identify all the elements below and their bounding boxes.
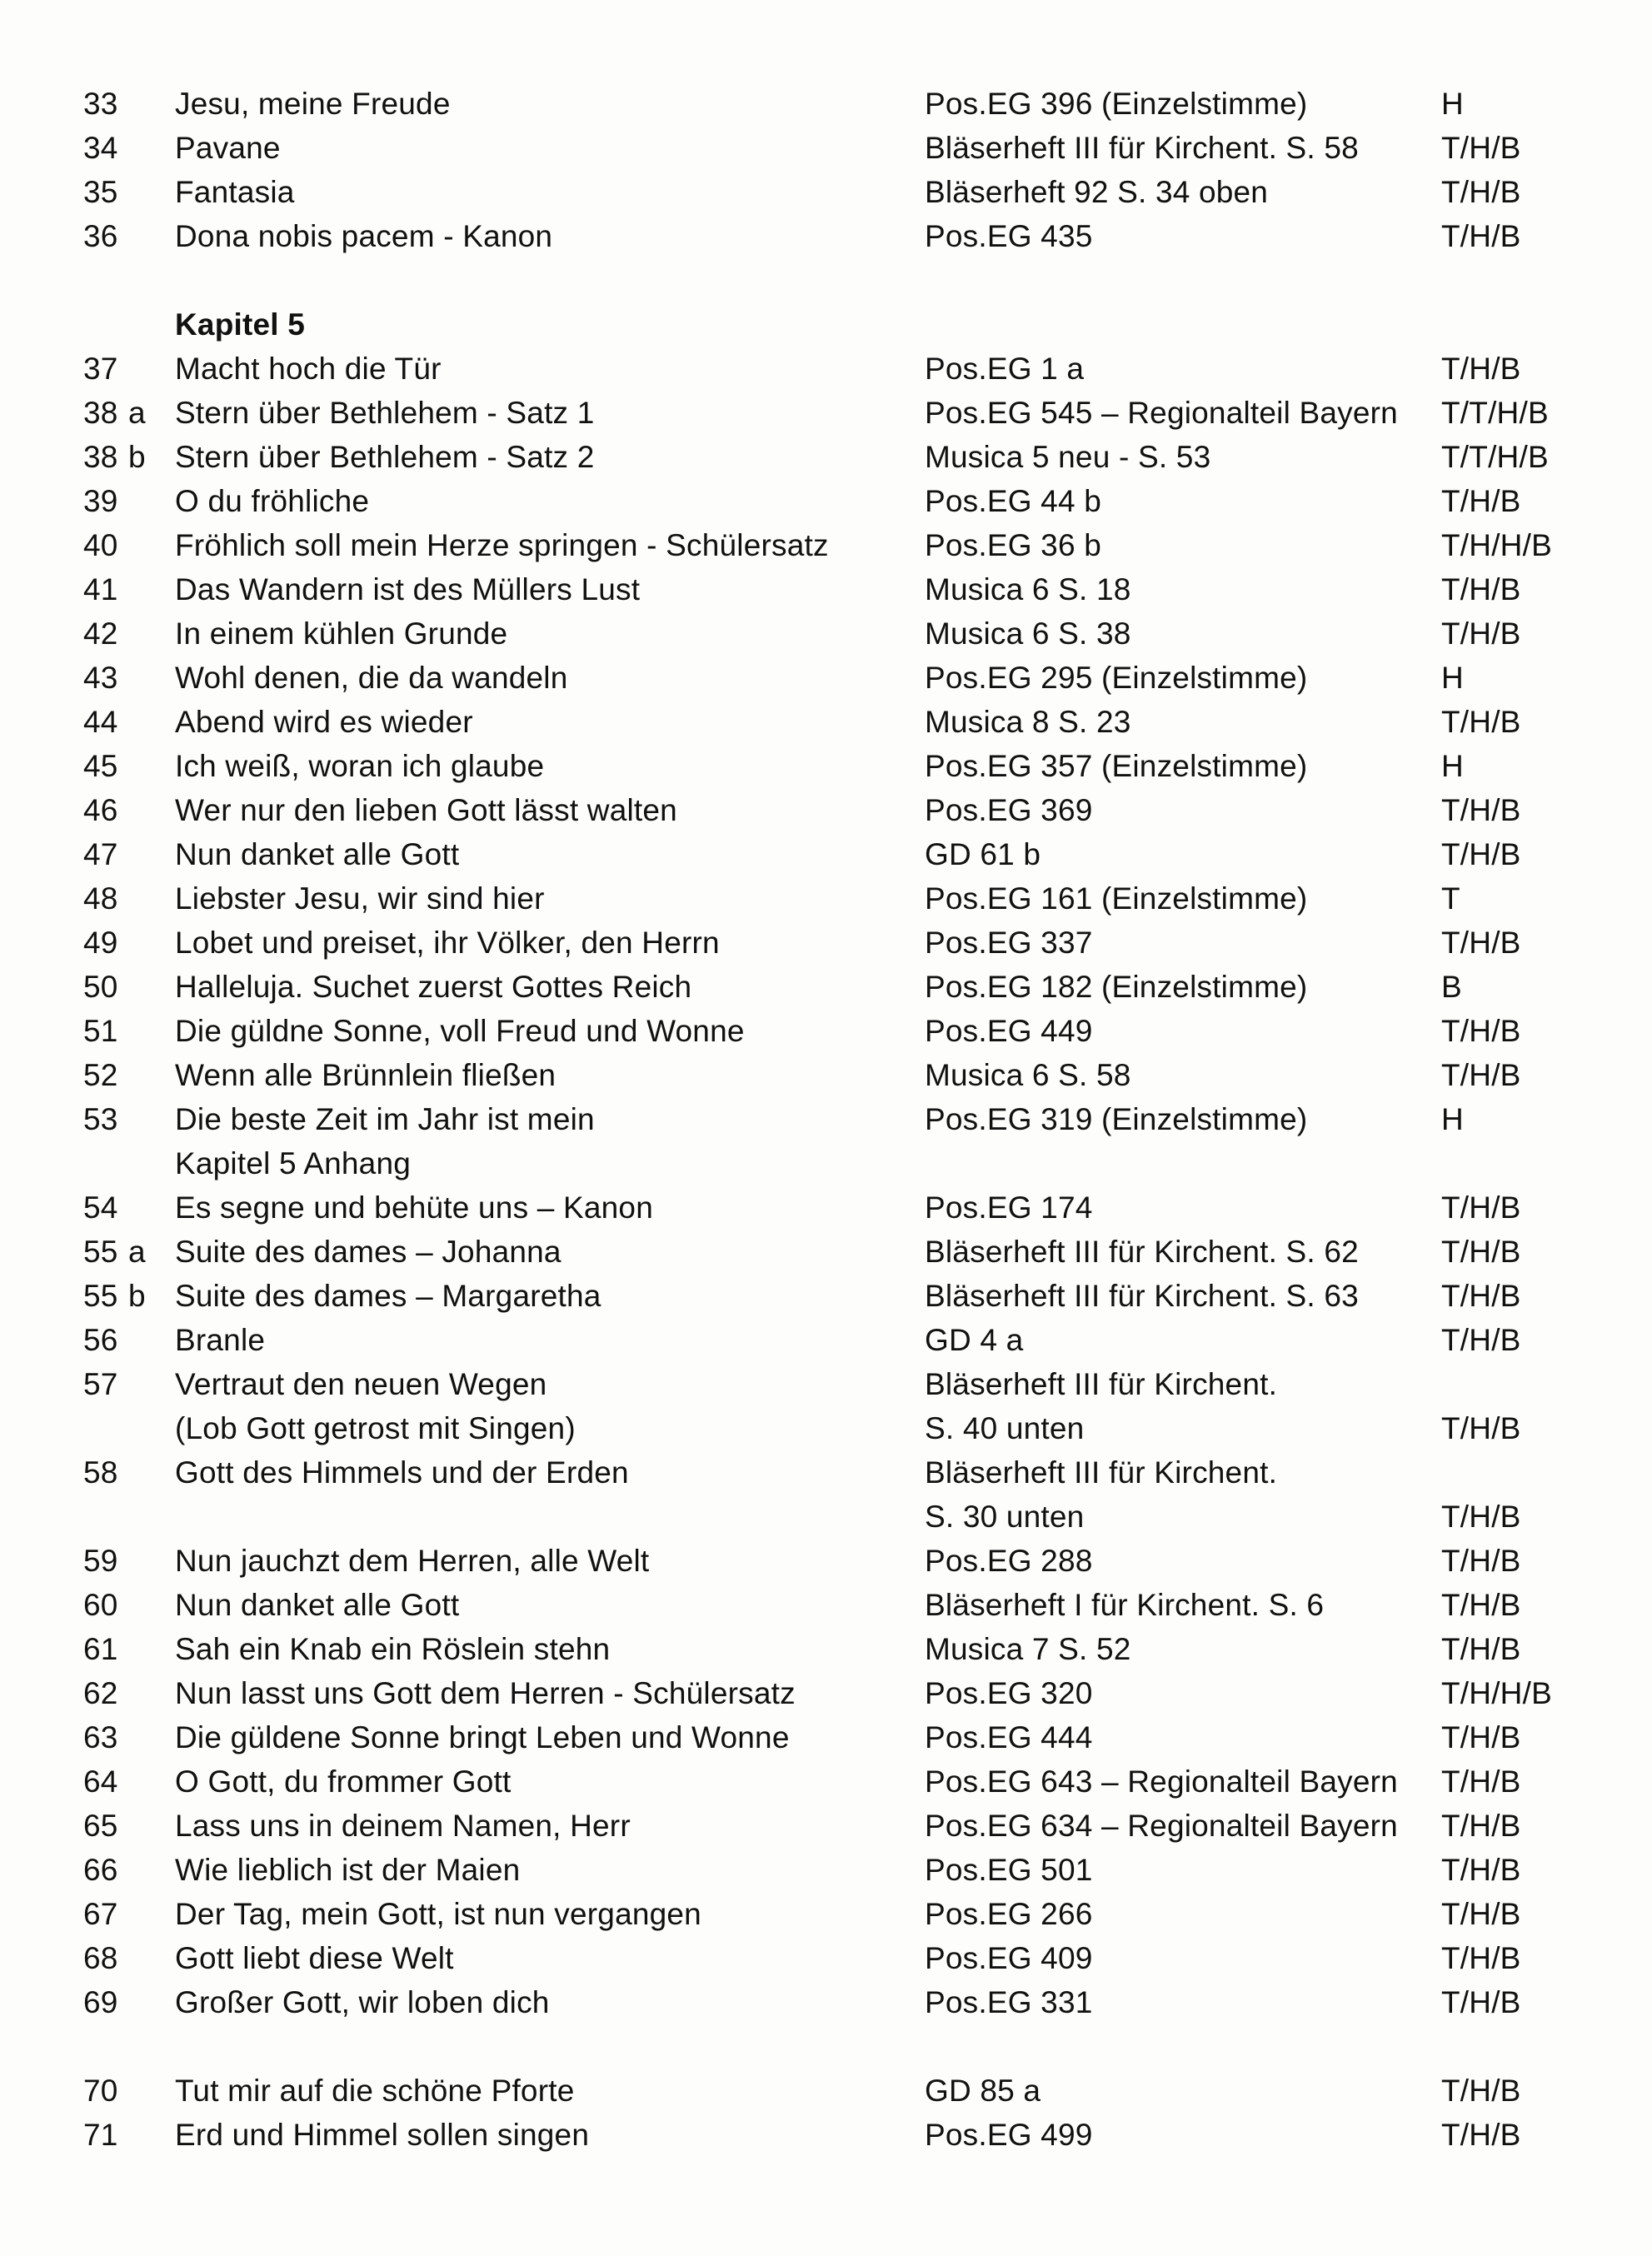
song-number-value: 51	[83, 1014, 118, 1048]
song-row	[83, 2069, 1583, 2113]
song-title: O Gott, du frommer Gott	[175, 1764, 512, 1799]
song-title: Die güldene Sonne bringt Leben und Wonne	[175, 1720, 790, 1754]
song-number-value: 44	[83, 705, 118, 739]
song-voicing: T/H/B	[1441, 219, 1521, 253]
song-voicing: T/H/B	[1441, 1853, 1521, 1887]
song-number-value: 59	[83, 1544, 118, 1578]
song-voicing: T/H/B	[1441, 572, 1521, 606]
song-number	[83, 1185, 175, 1230]
row-spacer	[83, 258, 1583, 302]
song-number	[83, 876, 175, 921]
song-number-value: 49	[83, 926, 118, 960]
song-source: Pos.EG 266	[925, 1897, 1093, 1931]
song-source: GD 61 b	[925, 837, 1041, 871]
song-row	[83, 921, 1583, 965]
song-number	[83, 82, 175, 126]
song-source: Pos.EG 1 a	[925, 352, 1085, 386]
song-number-value: 56	[83, 1323, 118, 1357]
song-source: GD 4 a	[925, 1323, 1024, 1357]
song-number-value: 50	[83, 970, 118, 1004]
song-source: Pos.EG 295 (Einzelstimme)	[925, 661, 1308, 695]
song-row	[83, 435, 1583, 479]
song-voicing: T/H/B	[1441, 2118, 1521, 2152]
song-row	[83, 1848, 1583, 1892]
song-number-value: 43	[83, 661, 118, 695]
song-row	[83, 788, 1583, 832]
song-number-value: 61	[83, 1632, 118, 1666]
song-voicing: T/H/B	[1441, 2074, 1521, 2108]
song-voicing: T/H/B	[1441, 1279, 1521, 1313]
song-source: Pos.EG 36 b	[925, 528, 1101, 562]
song-voicing: T/H/B	[1441, 1897, 1521, 1931]
song-source: Pos.EG 449	[925, 1014, 1093, 1048]
song-title: Macht hoch die Tür	[175, 352, 442, 386]
song-source: Pos.EG 435	[925, 219, 1093, 253]
song-row	[83, 126, 1583, 170]
song-title: Vertraut den neuen Wegen	[175, 1367, 547, 1401]
song-title: Stern über Bethlehem - Satz 1	[175, 396, 595, 430]
song-voicing: T/H/B	[1441, 1764, 1521, 1799]
song-source: Pos.EG 444	[925, 1720, 1093, 1754]
song-row	[83, 1406, 1583, 1450]
song-number-value: 70	[83, 2074, 118, 2108]
song-number-value: 62	[83, 1676, 118, 1710]
song-number	[83, 1274, 175, 1318]
song-voicing: H	[1441, 661, 1464, 695]
song-number-value: 38	[83, 440, 118, 474]
song-row	[83, 1495, 1583, 1539]
song-number-value: 58	[83, 1455, 118, 1490]
song-voicing: T/H/H/B	[1441, 528, 1552, 562]
song-number-value: 52	[83, 1058, 118, 1092]
song-title: Nun danket alle Gott	[175, 1588, 460, 1622]
song-row	[83, 1671, 1583, 1715]
song-source: Pos.EG 161 (Einzelstimme)	[925, 881, 1308, 916]
song-source: Musica 6 S. 38	[925, 616, 1131, 651]
song-row	[83, 391, 1583, 435]
song-voicing: T/T/H/B	[1441, 440, 1549, 474]
song-title: Nun jauchzt dem Herren, alle Welt	[175, 1544, 650, 1578]
song-title: Wenn alle Brünnlein fließen	[175, 1058, 556, 1092]
song-title: Die güldne Sonne, voll Freud und Wonne	[175, 1014, 745, 1048]
song-number	[83, 744, 175, 788]
song-number-value: 39	[83, 484, 118, 518]
song-title: Der Tag, mein Gott, ist nun vergangen	[175, 1897, 701, 1931]
song-list	[83, 82, 1583, 2157]
song-title: Stern über Bethlehem - Satz 2	[175, 440, 595, 474]
song-title: Gott liebt diese Welt	[175, 1941, 454, 1975]
song-number	[83, 2069, 175, 2113]
song-voicing: T/H/B	[1441, 1235, 1521, 1269]
song-source: Musica 6 S. 18	[925, 572, 1131, 606]
song-number-value: 67	[83, 1897, 118, 1931]
song-source: Pos.EG 357 (Einzelstimme)	[925, 749, 1308, 783]
song-number	[83, 1936, 175, 1980]
song-row	[83, 1980, 1583, 2024]
song-number	[83, 170, 175, 214]
song-row	[83, 347, 1583, 391]
song-row	[83, 170, 1583, 214]
song-title: Suite des dames – Johanna	[175, 1235, 561, 1269]
song-number	[83, 1980, 175, 2024]
song-source: Pos.EG 174	[925, 1190, 1093, 1225]
song-title: Wie lieblich ist der Maien	[175, 1853, 521, 1887]
song-voicing: T/H/B	[1441, 1190, 1521, 1225]
song-title: Branle	[175, 1323, 266, 1357]
song-source: Pos.EG 337	[925, 926, 1093, 960]
song-number	[83, 126, 175, 170]
song-source: Pos.EG 643 – Regionalteil Bayern	[925, 1764, 1398, 1799]
song-voicing: H	[1441, 749, 1464, 783]
song-title: Das Wandern ist des Müllers Lust	[175, 572, 641, 606]
song-voicing: T/H/B	[1441, 484, 1521, 518]
song-number-value: 34	[83, 131, 118, 165]
song-number	[83, 1097, 175, 1141]
song-title: Liebster Jesu, wir sind hier	[175, 881, 545, 916]
song-number	[83, 1671, 175, 1715]
song-number	[83, 1230, 175, 1274]
row-spacer	[83, 2024, 1583, 2069]
song-row	[83, 744, 1583, 788]
song-title: Abend wird es wieder	[175, 705, 473, 739]
song-source: Pos.EG 288	[925, 1544, 1093, 1578]
song-number	[83, 1495, 175, 1539]
song-voicing: H	[1441, 1102, 1464, 1136]
song-number	[83, 788, 175, 832]
song-source: Pos.EG 331	[925, 1985, 1093, 2019]
song-title: Die beste Zeit im Jahr ist mein	[175, 1102, 595, 1136]
song-number-value: 33	[83, 87, 118, 121]
song-row	[83, 1362, 1583, 1406]
song-number-value: 40	[83, 528, 118, 562]
song-voicing: T/T/H/B	[1441, 396, 1549, 430]
song-title: Sah ein Knab ein Röslein stehn	[175, 1632, 611, 1666]
song-number	[83, 832, 175, 876]
song-voicing: T/H/B	[1441, 1632, 1521, 1666]
song-source: Pos.EG 634 – Regionalteil Bayern	[925, 1809, 1398, 1843]
song-title: Nun danket alle Gott	[175, 837, 460, 871]
song-number-value: 64	[83, 1764, 118, 1799]
song-number	[83, 479, 175, 523]
song-source: Pos.EG 501	[925, 1853, 1093, 1887]
song-row	[83, 1185, 1583, 1230]
song-number-value: 63	[83, 1720, 118, 1754]
song-voicing: T/H/B	[1441, 131, 1521, 165]
song-number-value: 69	[83, 1985, 118, 2019]
song-number	[83, 1141, 175, 1185]
song-source: Pos.EG 182 (Einzelstimme)	[925, 970, 1308, 1004]
song-title: Kapitel 5 Anhang	[175, 1146, 411, 1180]
song-voicing: T	[1441, 881, 1460, 916]
song-title: Wer nur den lieben Gott lässt walten	[175, 793, 677, 827]
song-source: S. 40 unten	[925, 1411, 1085, 1445]
song-row	[83, 1804, 1583, 1848]
song-voicing: T/H/B	[1441, 1411, 1521, 1445]
song-number	[83, 2113, 175, 2157]
song-title: Erd und Himmel sollen singen	[175, 2118, 590, 2152]
song-number-value: 45	[83, 749, 118, 783]
song-number	[83, 1362, 175, 1406]
song-number	[83, 214, 175, 258]
song-title: Wohl denen, die da wandeln	[175, 661, 568, 695]
song-number	[83, 1450, 175, 1495]
song-voicing: B	[1441, 970, 1462, 1004]
song-voicing: T/H/B	[1441, 1720, 1521, 1754]
song-row	[83, 1892, 1583, 1936]
song-number-value: 47	[83, 837, 118, 871]
song-number-value: 60	[83, 1588, 118, 1622]
song-number	[83, 611, 175, 656]
song-number	[83, 921, 175, 965]
song-title: Lass uns in deinem Namen, Herr	[175, 1809, 631, 1843]
song-title: Jesu, meine Freude	[175, 87, 451, 121]
song-row	[83, 1230, 1583, 1274]
song-row	[83, 567, 1583, 611]
song-voicing: T/H/B	[1441, 1323, 1521, 1357]
song-number-value: 55	[83, 1235, 118, 1269]
song-source: Bläserheft III für Kirchent.	[925, 1455, 1278, 1490]
song-source: Musica 5 neu - S. 53	[925, 440, 1211, 474]
song-number-value: 68	[83, 1941, 118, 1975]
song-number	[83, 567, 175, 611]
song-voicing: T/H/B	[1441, 926, 1521, 960]
song-number-suffix: b	[128, 440, 146, 474]
song-row	[83, 1053, 1583, 1097]
song-row	[83, 1274, 1583, 1318]
song-row	[83, 1450, 1583, 1495]
song-row	[83, 965, 1583, 1009]
song-number-value: 48	[83, 881, 118, 916]
song-voicing: T/H/B	[1441, 1014, 1521, 1048]
song-number-value: 46	[83, 793, 118, 827]
song-title: Pavane	[175, 131, 281, 165]
song-source: Bläserheft I für Kirchent. S. 6	[925, 1588, 1325, 1622]
song-number	[83, 1539, 175, 1583]
song-row	[83, 611, 1583, 656]
song-row	[83, 1318, 1583, 1362]
song-source: GD 85 a	[925, 2074, 1041, 2108]
song-number-suffix: b	[128, 1279, 146, 1313]
song-source: Pos.EG 44 b	[925, 484, 1101, 518]
song-title: Dona nobis pacem - Kanon	[175, 219, 553, 253]
song-number-value: 66	[83, 1853, 118, 1887]
song-number	[83, 302, 175, 347]
song-voicing: T/H/B	[1441, 352, 1521, 386]
song-voicing: T/H/B	[1441, 1058, 1521, 1092]
song-title: O du fröhliche	[175, 484, 370, 518]
song-number	[83, 1759, 175, 1804]
song-number	[83, 965, 175, 1009]
song-title: Lobet und preiset, ihr Völker, den Herrn	[175, 926, 720, 960]
song-source: Musica 8 S. 23	[925, 705, 1131, 739]
song-row	[83, 82, 1583, 126]
song-title: In einem kühlen Grunde	[175, 616, 508, 651]
song-number	[83, 656, 175, 700]
song-title: Es segne und behüte uns – Kanon	[175, 1190, 653, 1225]
song-voicing: T/H/B	[1441, 1809, 1521, 1843]
song-row	[83, 1539, 1583, 1583]
song-number-value: 54	[83, 1190, 118, 1225]
song-row	[83, 1009, 1583, 1053]
song-number	[83, 1009, 175, 1053]
song-source: Bläserheft III für Kirchent. S. 62	[925, 1235, 1359, 1269]
song-number-value: 41	[83, 572, 118, 606]
song-number-suffix: a	[128, 396, 146, 430]
song-row	[83, 656, 1583, 700]
chapter-heading-row	[83, 302, 1583, 347]
song-number-value: 37	[83, 352, 118, 386]
song-voicing: T/H/B	[1441, 1500, 1521, 1534]
song-number	[83, 1627, 175, 1671]
song-voicing: T/H/B	[1441, 1588, 1521, 1622]
song-number-value: 53	[83, 1102, 118, 1136]
song-voicing: T/H/B	[1441, 793, 1521, 827]
song-source: Pos.EG 396 (Einzelstimme)	[925, 87, 1308, 121]
song-voicing: H	[1441, 87, 1464, 121]
song-row	[83, 1141, 1583, 1185]
song-source: Musica 7 S. 52	[925, 1632, 1131, 1666]
song-row	[83, 2113, 1583, 2157]
song-voicing: T/H/B	[1441, 1985, 1521, 2019]
song-source: Pos.EG 320	[925, 1676, 1093, 1710]
song-voicing: T/H/B	[1441, 705, 1521, 739]
song-number-value: 42	[83, 616, 118, 651]
song-row	[83, 523, 1583, 567]
song-title: Suite des dames – Margaretha	[175, 1279, 601, 1313]
song-title: Großer Gott, wir loben dich	[175, 1985, 550, 2019]
song-source: Pos.EG 319 (Einzelstimme)	[925, 1102, 1308, 1136]
song-number-value: 57	[83, 1367, 118, 1401]
song-title: Nun lasst uns Gott dem Herren - Schülersatz	[175, 1676, 796, 1710]
song-number	[83, 523, 175, 567]
song-source: Bläserheft III für Kirchent. S. 63	[925, 1279, 1359, 1313]
song-voicing: T/H/B	[1441, 616, 1521, 651]
song-row	[83, 1583, 1583, 1627]
song-title: Halleluja. Suchet zuerst Gottes Reich	[175, 970, 692, 1004]
song-source: S. 30 unten	[925, 1500, 1085, 1534]
song-number	[83, 1892, 175, 1936]
song-number	[83, 391, 175, 435]
song-number-value: 38	[83, 396, 118, 430]
song-number	[83, 700, 175, 744]
song-row	[83, 1097, 1583, 1141]
chapter-title: Kapitel 5	[175, 307, 306, 342]
song-source: Pos.EG 369	[925, 793, 1093, 827]
song-title: Ich weiß, woran ich glaube	[175, 749, 545, 783]
song-number-value: 36	[83, 219, 118, 253]
song-row	[83, 1627, 1583, 1671]
song-title: Fantasia	[175, 175, 295, 209]
song-number	[83, 1583, 175, 1627]
song-number-value: 55	[83, 1279, 118, 1313]
song-number	[83, 435, 175, 479]
song-title: (Lob Gott getrost mit Singen)	[175, 1411, 576, 1445]
song-number-value: 65	[83, 1809, 118, 1843]
song-row	[83, 1936, 1583, 1980]
song-title: Gott des Himmels und der Erden	[175, 1455, 629, 1490]
song-number-suffix: a	[128, 1235, 146, 1269]
song-row	[83, 700, 1583, 744]
song-number	[83, 1715, 175, 1759]
song-number-value: 35	[83, 175, 118, 209]
song-source: Bläserheft 92 S. 34 oben	[925, 175, 1269, 209]
song-voicing: T/H/H/B	[1441, 1676, 1552, 1710]
song-number	[83, 347, 175, 391]
song-number-value: 71	[83, 2118, 118, 2152]
song-voicing: T/H/B	[1441, 837, 1521, 871]
song-number	[83, 1804, 175, 1848]
song-row	[83, 876, 1583, 921]
song-source: Pos.EG 545 – Regionalteil Bayern	[925, 396, 1398, 430]
song-row	[83, 832, 1583, 876]
song-title: Tut mir auf die schöne Pforte	[175, 2074, 575, 2108]
song-row	[83, 1715, 1583, 1759]
song-number	[83, 1406, 175, 1450]
song-source: Musica 6 S. 58	[925, 1058, 1131, 1092]
song-voicing: T/H/B	[1441, 1544, 1521, 1578]
song-number	[83, 1053, 175, 1097]
song-number	[83, 1318, 175, 1362]
song-row	[83, 214, 1583, 258]
song-number	[83, 1848, 175, 1892]
song-source: Pos.EG 499	[925, 2118, 1093, 2152]
song-title: Fröhlich soll mein Herze springen - Schülersatz	[175, 528, 829, 562]
song-source: Pos.EG 409	[925, 1941, 1093, 1975]
song-source: Bläserheft III für Kirchent.	[925, 1367, 1278, 1401]
song-row	[83, 479, 1583, 523]
song-voicing: T/H/B	[1441, 175, 1521, 209]
song-voicing: T/H/B	[1441, 1941, 1521, 1975]
song-row	[83, 1759, 1583, 1804]
song-source: Bläserheft III für Kirchent. S. 58	[925, 131, 1359, 165]
